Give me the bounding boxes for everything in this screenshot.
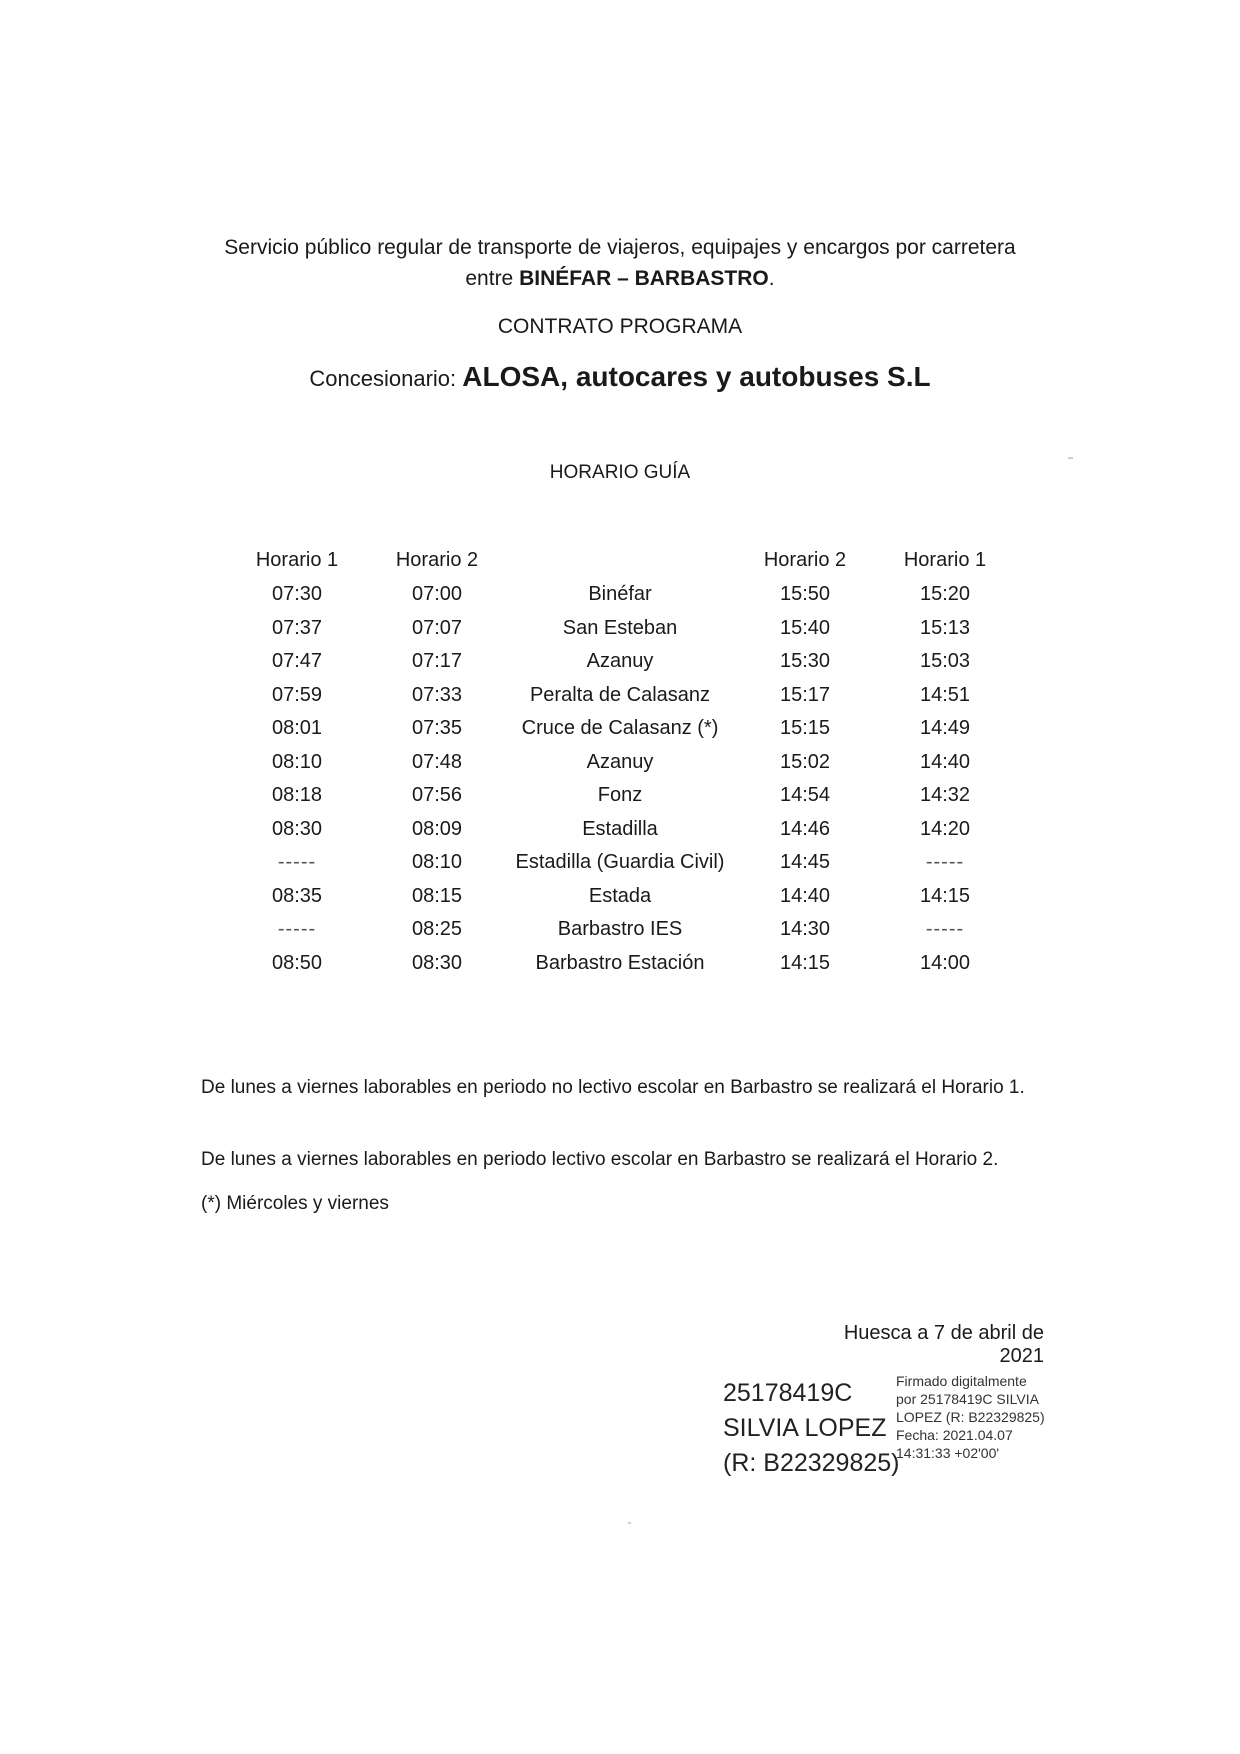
time-cell-horario-2-out: 08:25	[411, 918, 463, 940]
concessionaire-name: ALOSA, autocares y autobuses S.L	[462, 361, 931, 392]
time-cell-horario-1-back: 14:32	[919, 784, 971, 806]
intro-suffix: .	[768, 267, 775, 290]
time-cell-horario-1-out: 07:59	[271, 683, 323, 706]
stop-name: Barbastro IES	[557, 918, 683, 940]
time-cell-horario-2-back: 15:30	[779, 650, 831, 672]
time-cell-horario-2-back: 15:40	[779, 616, 831, 639]
time-cell-horario-1-out: 08:18	[271, 784, 323, 806]
stop-name: Cruce de Calasanz (*)	[521, 717, 719, 739]
time-cell-horario-2-back: 14:54	[779, 784, 831, 806]
scan-speck	[1068, 457, 1073, 459]
time-cell-horario-1-out: -----	[277, 918, 317, 940]
time-cell-horario-2-out: 08:15	[411, 884, 463, 907]
signature-name-block	[723, 1376, 900, 1481]
schedule-title: HORARIO GUÍA	[549, 462, 691, 483]
time-cell-horario-1-back: 15:13	[919, 616, 971, 639]
column-header-horario-1-back: Horario 1	[903, 549, 987, 571]
column-header-horario-2-back: Horario 2	[763, 549, 847, 571]
signature-detail-line: Fecha: 2021.04.07	[896, 1427, 1013, 1443]
time-cell-horario-2-out: 08:10	[411, 851, 463, 873]
column-header-horario-2-out: Horario 2	[395, 549, 479, 571]
time-cell-horario-1-out: 08:10	[271, 750, 323, 773]
time-cell-horario-2-out: 08:30	[411, 951, 463, 974]
note-asterisk: (*) Miércoles y viernes	[201, 1193, 389, 1214]
time-cell-horario-1-back: 14:40	[919, 750, 971, 773]
digital-signature-details	[896, 1372, 1045, 1462]
time-cell-horario-2-back: 15:17	[779, 683, 831, 706]
time-cell-horario-1-back: 14:00	[919, 951, 971, 974]
document-intro-line-1: Servicio público regular de transporte de viajeros, equipajes y encargos por carretera	[224, 236, 1016, 259]
time-cell-horario-2-out: 07:56	[411, 784, 463, 806]
time-cell-horario-2-out: 07:48	[411, 750, 463, 773]
signature-detail-line: LOPEZ (R: B22329825)	[896, 1409, 1045, 1425]
stop-name: Estadilla	[582, 817, 658, 840]
time-cell-horario-2-out: 07:00	[411, 583, 463, 605]
stop-name: Azanuy	[586, 750, 654, 773]
time-cell-horario-1-back: 15:03	[919, 650, 971, 672]
stop-name: Estadilla (Guardia Civil)	[515, 851, 725, 873]
place-date: Huesca a 7 de abril de 2021	[843, 1322, 1044, 1367]
time-cell-horario-2-out: 07:07	[411, 616, 463, 639]
time-cell-horario-2-back: 15:50	[779, 583, 831, 605]
time-cell-horario-2-back: 14:15	[779, 951, 831, 974]
time-cell-horario-1-out: -----	[277, 851, 317, 873]
time-cell-horario-1-back: 14:20	[919, 817, 971, 840]
intro-prefix: entre	[465, 267, 520, 290]
time-cell-horario-1-out: 08:35	[271, 884, 323, 907]
time-cell-horario-2-back: 14:45	[779, 851, 831, 873]
time-cell-horario-1-back: 15:20	[919, 583, 971, 605]
stop-name: Peralta de Calasanz	[529, 683, 711, 706]
time-cell-horario-2-back: 14:40	[779, 884, 831, 907]
note-horario-2: De lunes a viernes laborables en periodo lectivo escolar en Barbastro se realizará el Horario 2.	[201, 1149, 999, 1170]
concessionaire-line	[0, 361, 1240, 393]
time-cell-horario-1-back: -----	[925, 918, 965, 940]
time-cell-horario-2-back: 14:30	[779, 918, 831, 940]
signature-name: SILVIA LOPEZ	[723, 1414, 887, 1442]
time-cell-horario-1-out: 08:01	[271, 717, 323, 739]
time-cell-horario-1-back: 14:51	[919, 683, 971, 706]
time-cell-horario-1-back: -----	[925, 851, 965, 873]
signature-id: 25178419C	[723, 1379, 853, 1407]
time-cell-horario-2-back: 15:15	[779, 717, 831, 739]
time-cell-horario-1-out: 07:47	[271, 650, 323, 672]
time-cell-horario-2-out: 08:09	[411, 817, 463, 840]
time-cell-horario-1-back: 14:15	[919, 884, 971, 907]
signature-detail-line: 14:31:33 +02'00'	[896, 1445, 1000, 1461]
time-cell-horario-1-out: 07:30	[271, 583, 323, 605]
note-horario-1: De lunes a viernes laborables en periodo no lectivo escolar en Barbastro se realizará el Horario 1.	[201, 1077, 1025, 1098]
time-cell-horario-1-out: 07:37	[271, 616, 323, 639]
time-cell-horario-2-back: 14:46	[779, 817, 831, 840]
time-cell-horario-2-out: 07:17	[411, 650, 463, 672]
stop-name: Barbastro Estación	[535, 951, 705, 974]
stop-name: San Esteban	[562, 616, 678, 639]
scan-speck	[628, 1522, 631, 1524]
time-cell-horario-2-out: 07:33	[411, 683, 463, 706]
contract-title: CONTRATO PROGRAMA	[497, 315, 743, 338]
stop-name: Fonz	[597, 784, 643, 806]
stop-name: Binéfar	[588, 583, 652, 605]
signature-detail-line: Firmado digitalmente	[896, 1373, 1027, 1389]
time-cell-horario-1-out: 08:50	[271, 951, 323, 974]
stop-name: Azanuy	[586, 650, 654, 672]
signature-detail-line: por 25178419C SILVIA	[896, 1391, 1039, 1407]
route-name: BINÉFAR – BARBASTRO	[519, 267, 769, 290]
document-intro-line-2	[0, 267, 1240, 291]
time-cell-horario-1-back: 14:49	[919, 717, 971, 739]
signature-registration: (R: B22329825)	[723, 1449, 900, 1477]
time-cell-horario-2-back: 15:02	[779, 750, 831, 773]
time-cell-horario-1-out: 08:30	[271, 817, 323, 840]
time-cell-horario-2-out: 07:35	[411, 717, 463, 739]
stop-name: Estada	[588, 884, 652, 907]
concessionaire-label: Concesionario:	[309, 366, 463, 391]
column-header-horario-1-out: Horario 1	[255, 549, 339, 571]
